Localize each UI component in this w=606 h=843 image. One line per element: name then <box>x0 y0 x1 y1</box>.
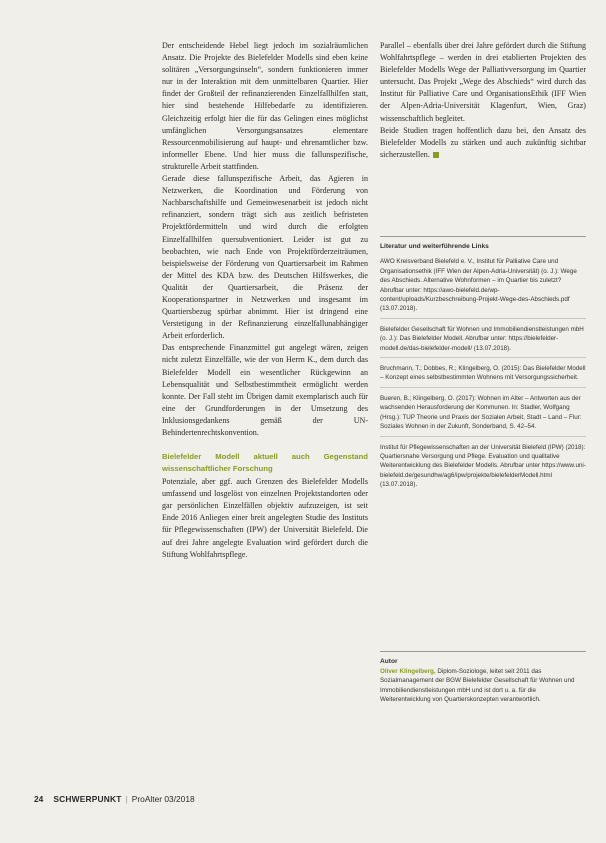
article-column-left <box>162 40 368 561</box>
author-description: Diplom-Soziologe, leitet seit 2011 das Sozialmanagement der BGW Bielefelder Gesellschaft für Wohnen und Immobiliendienstleistungen mbH und ist dort u. a. für die Weiterentwicklung von Quartierskonzepten verantwortlich. <box>380 667 575 704</box>
literature-entry: Bruchmann, T.; Dobbes, R.; Klingelberg, O. (2015): Das Bielefelder Modell – Konzept eines selbstbestimmten Wohnens mit Versorgungssicherheit. <box>380 364 586 388</box>
page-footer <box>34 794 195 804</box>
literature-title: Literatur und weiterführende Links <box>380 236 586 251</box>
literature-entry: Institut für Pflegewissenschaften an der Universität Bielefeld (IPW) (2018): Quartiersnahe Versorgung und Pflege. Evaluation und qualitative Weiterentwicklung des Bielefelder Modells. Abrufbar unter https://www.uni-bielefeld.de/gesundhw/ag6/ipw/projekte/bielefelderModell.html (13.07.2018). <box>380 443 586 489</box>
literature-entry: Bueren, B.; Klingelberg, O. (2017): Wohnen im Alter – Antworten aus der wachsenden Herausforderung der Kommunen. In: Stadler, Wolfgang (Hrsg.): TUP Theorie und Praxis der Sozialen Arbeit, Stadt – Land – Flur: Soziales Wohnen in der Zukunft, Sonderband, S. 42–54. <box>380 394 586 437</box>
author-name: Oliver Klingelberg, <box>380 667 436 675</box>
end-of-article-square-icon <box>433 152 439 158</box>
section-subheading: Bielefelder Modell aktuell auch Gegenstand wissenschaftlicher Forschung <box>162 452 368 473</box>
paragraph: Parallel – ebenfalls über drei Jahre gefördert durch die Stiftung Wohlfahrtspflege – werden in drei etablierten Projekten des Bielefelder Modells Wege der Palliativversorgung im Quartier untersucht. Das Projekt „Wege des Abschieds“ wird durch das Institut für Palliative Care und OrganisationsEthik (IFF Wien der Alpen-Adria-Universität Klagenfurt, Wien, Graz) wissenschaftlich begleitet. <box>380 41 586 123</box>
issue-label: ProAlter 03/2018 <box>131 794 195 804</box>
page-number: 24 <box>34 794 44 804</box>
article-column-right <box>380 40 586 161</box>
paragraph: Gerade diese fallunspezifische Arbeit, das Agieren in Netzwerken, die Koordination und Förderung von Nachbarschaftshilfe und Gemeinwesenarbeit ist jedoch nicht refinanziert, sondern trägt sich aus zeitlich befristeten Projektfördermitteln und wird durch die erfolgten Einzelfallhilfen quersubventioniert. Leider ist gut zu beobachten, wie nach Ende von Projektförderzeiträumen, beispielsweise der Förderung von Quartiersarbeit im Rahmen der Mittel des KDA bzw. des Deutschen Hilfswerkes, die Qualität der Quartiersarbeit, die Präsenz der Kooperationspartner in Netzwerken und insgesamt im Quartiersbezug spürbar abnimmt. Hier ist dringend eine Verstetigung in der Refinanzierung einzelfallunabhängiger Arbeit erforderlich. <box>162 174 368 341</box>
literature-entry: Bielefelder Gesellschaft für Wohnen und Immobiliendienstleistungen mbH (o. J.): Das Bielefelder Modell. Abrufbar unter: https://bielefelder-modell.de/das-bielefelder-modell/ (13.07.2018). <box>380 325 586 358</box>
author-bio <box>380 667 586 705</box>
paragraph: Das entsprechende Finanzmittel gut angelegt wären, zeigen nicht zuletzt Einzelfälle, wie der von Herrn K., dem durch das Bielefelder Modell ein wesentlicher Rückgewinn an Lebensqualität und Selbstbestimmtheit ermöglicht werden konnte. Der Fall steht im Übrigen damit exemplarisch auch für eine der Grundforderungen in der Umsetzung des Inklusionsgedankens gemäß der UN-Behindertenrechtskonvention. <box>162 343 368 437</box>
literature-box <box>380 236 586 500</box>
paragraph: Der entscheidende Hebel liegt jedoch im sozialräumlichen Ansatz. Die Projekte des Bielefelder Modells sind eben keine solitären „Versorgungsinseln“, sondern funktionieren immer nur in der Interaktion mit dem unmittelbaren Quartier. Hier findet der Großteil der refinanzierenden Einzelfallhilfen statt, hier sind bestehende Hilfebedarfe zu identifizieren. Gleichzeitig erfolgt hier die für das Gelingen eines möglichst umfänglichen Versorgungsansatzes elementare Ressourcenmobilisierung auf haupt- und ehrenamtlicher bzw. informeller Ebene. Und hier muss die fallunspezifische, strukturelle Arbeit stattfinden. <box>162 41 368 171</box>
literature-entry: AWO Kreisverband Bielefeld e. V., Institut für Palliative Care und Organisationsethik (IFF Wien der Alpen-Adria-Universität) (o. J.): Wege des Abschieds. Alternative Wohnformen – im Quartier bis zuletzt? Abrufbar unter: https://awo-bielefeld.de/wp-content/uploads/Kurzbeschreibung-Projekt-Wege-des-Abschieds.pdf (13.07.2018). <box>380 257 586 318</box>
paragraph-text: Beide Studien tragen hoffentlich dazu bei, den Ansatz des Bielefelder Modells zu stärken und auch zukünftig sichtbar sicherzustellen. <box>380 125 586 159</box>
paragraph: Potenziale, aber ggf. auch Grenzen des Bielefelder Modells umfassend und losgelöst von einzelnen Projektstandorten oder gar persönlichen Einzelfällen objektiv aufzuzeigen, ist seit Ende 2016 Anliegen einer breit angelegten Studie des Instituts für Pflegewissenschaften (IPW) der Universität Bielefeld. Die auf drei Jahre angelegte Evaluation wird gefördert durch die Stiftung Wohlfahrtspflege. <box>162 477 368 559</box>
author-label: Autor <box>380 658 398 665</box>
footer-separator: | <box>125 794 128 804</box>
paragraph-final <box>380 125 586 161</box>
author-box <box>380 651 586 705</box>
section-name: SCHWERPUNKT <box>53 794 122 804</box>
